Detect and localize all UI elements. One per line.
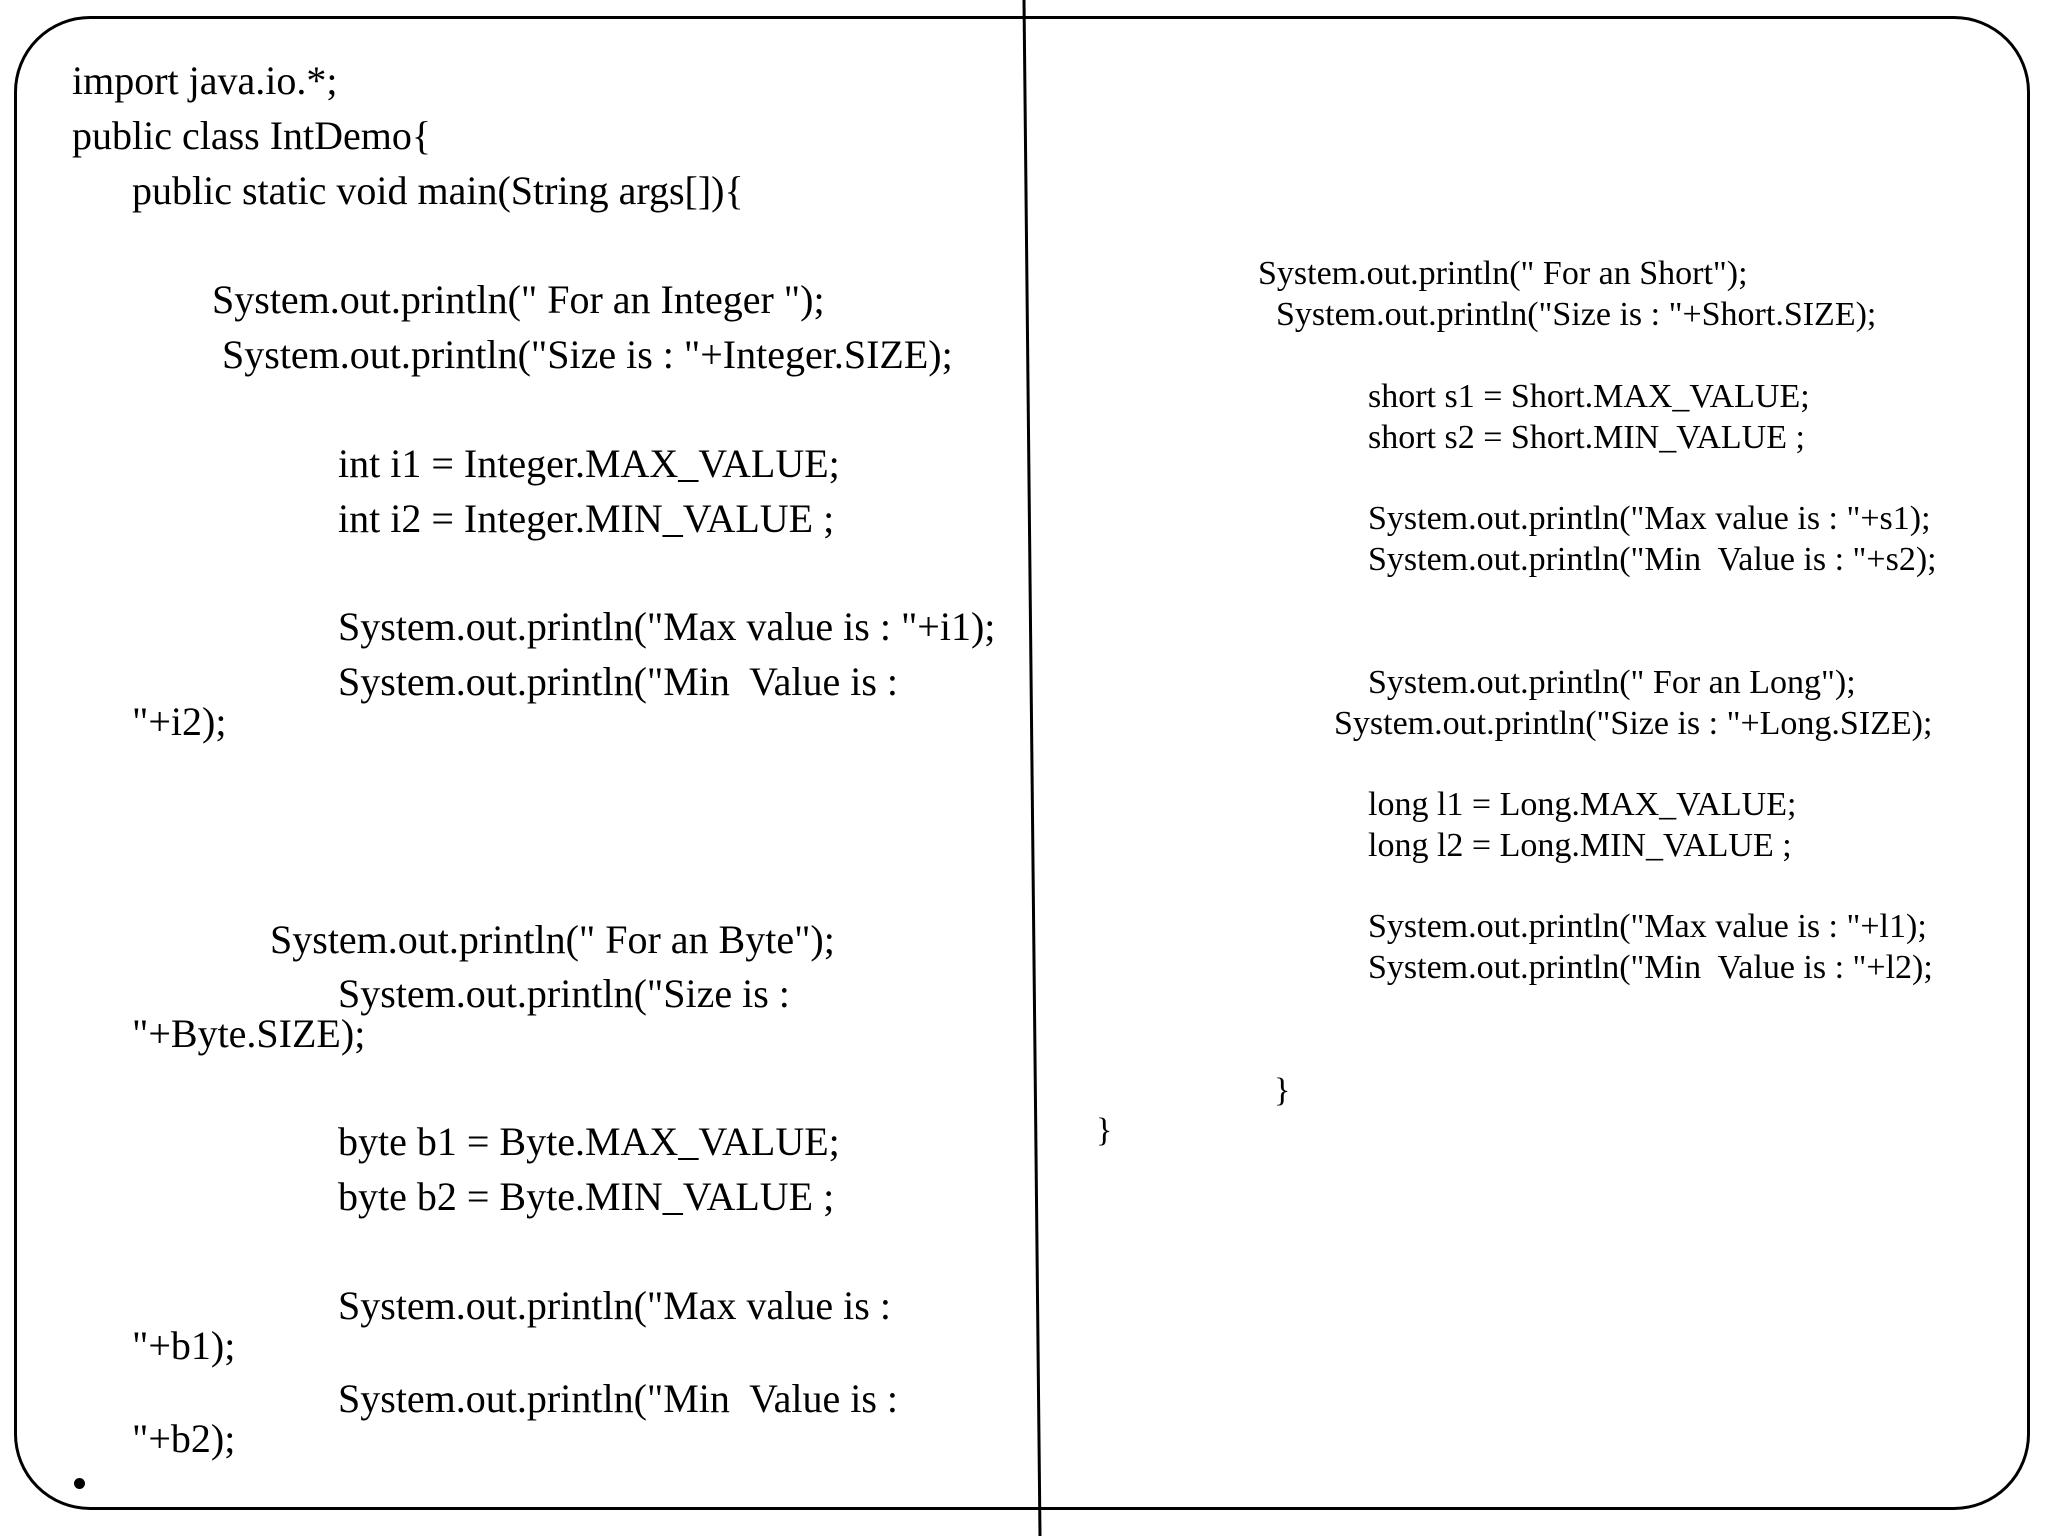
code-line-import: import java.io.*; (72, 58, 338, 103)
code-line-class-close: } (1096, 1112, 1113, 1149)
code-line-long-size: System.out.println("Size is : "+Long.SIZE); (1334, 705, 1933, 742)
code-line-short-min: short s2 = Short.MIN_VALUE ; (1368, 419, 1805, 456)
code-line-short-size: System.out.println("Size is : "+Short.SIZE); (1276, 296, 1877, 333)
code-line-long-min: long l2 = Long.MIN_VALUE ; (1368, 827, 1792, 864)
code-line-short-heading: System.out.println(" For an Short"); (1258, 255, 1748, 292)
code-line-int-min: int i2 = Integer.MIN_VALUE ; (338, 496, 835, 541)
code-line-long-max: long l1 = Long.MAX_VALUE; (1368, 786, 1797, 823)
code-line-main-decl: public static void main(String args[]){ (132, 168, 744, 213)
code-line-byte-print-max: System.out.println("Max value is : (338, 1283, 891, 1328)
code-line-byte-size: System.out.println("Size is : (338, 971, 790, 1016)
code-line-integer-heading: System.out.println(" For an Integer "); (212, 277, 825, 322)
code-line-byte-min: byte b2 = Byte.MIN_VALUE ; (338, 1174, 835, 1219)
code-line-byte-print-min: System.out.println("Min Value is : (338, 1376, 899, 1421)
code-line-integer-size: System.out.println("Size is : "+Integer.SIZE); (222, 332, 953, 377)
code-line-byte-heading: System.out.println(" For an Byte"); (270, 917, 835, 962)
code-line-int-print-max: System.out.println("Max value is : "+i1); (338, 604, 996, 649)
code-line-long-heading: System.out.println(" For an Long"); (1368, 664, 1856, 701)
code-line-byte-size-cont: "+Byte.SIZE); (132, 1011, 366, 1056)
code-line-long-print-min: System.out.println("Min Value is : "+l2); (1368, 949, 1933, 986)
code-line-class-decl: public class IntDemo{ (72, 113, 432, 158)
code-line-byte-print-max-cont: "+b1); (132, 1323, 236, 1368)
code-line-short-print-max: System.out.println("Max value is : "+s1); (1368, 500, 1931, 537)
code-line-byte-max: byte b1 = Byte.MAX_VALUE; (338, 1119, 840, 1164)
bullet-icon (74, 1478, 85, 1489)
code-line-short-print-min: System.out.println("Min Value is : "+s2); (1368, 541, 1937, 578)
code-line-main-close: } (1274, 1072, 1291, 1109)
code-line-int-print-min: System.out.println("Min Value is : (338, 659, 899, 704)
code-line-int-max: int i1 = Integer.MAX_VALUE; (338, 441, 840, 486)
code-line-long-print-max: System.out.println("Max value is : "+l1); (1368, 908, 1927, 945)
code-line-byte-print-min-cont: "+b2); (132, 1416, 236, 1461)
slide-frame (14, 16, 2030, 1510)
code-line-int-print-min-cont: "+i2); (132, 699, 227, 744)
code-line-short-max: short s1 = Short.MAX_VALUE; (1368, 378, 1810, 415)
